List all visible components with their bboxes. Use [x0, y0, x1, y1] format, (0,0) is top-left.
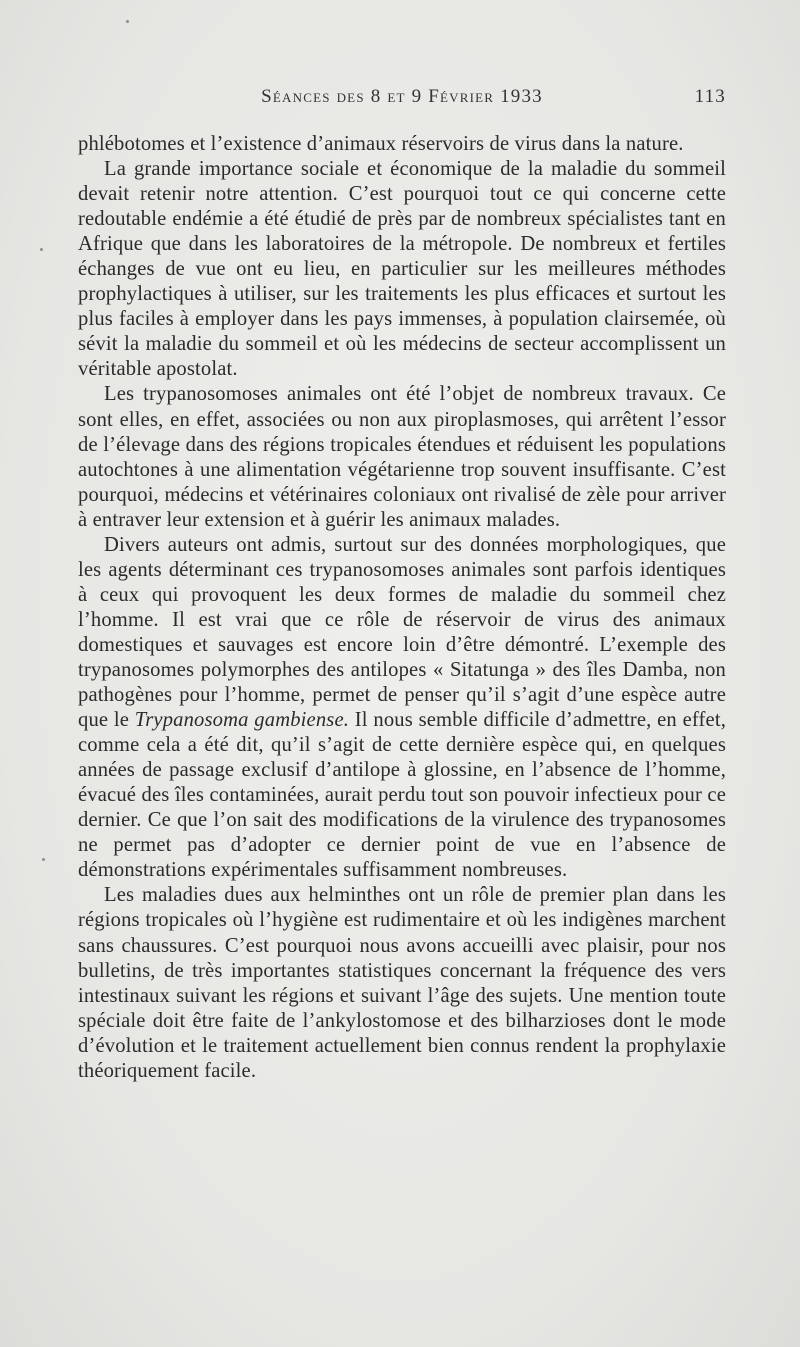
paragraph-text: Les maladies dues aux helminthes ont un rôle de premier plan dans les régions tropicales où l’hygiène est rudimentaire et où les indigènes marchent sans chaussures. C’est pourquoi nous avons accueilli avec plaisir, pour nos bulletins, de très importantes statistiques concernant la fréquence des vers intestinaux suivant les régions et suivant l’âge des sujets. Une mention toute spéciale doit être faite de l’ankylostomose et des bilharzioses dont le mode d’évolution et le traitement actuellement bien connus rendent la prophylaxie théoriquement facile.: [78, 884, 726, 1082]
paragraph-text: La grande importance sociale et économique de la maladie du sommeil devait retenir notre attention. C’est pourquoi tout ce qui concerne cette redoutable endémie a été étudié de près par de nombreux spécialistes tant en Afrique que dans les laboratoires de la métropole. De nombreux et fertiles échanges de vue ont eu lieu, en particulier sur les meilleures méthodes prophylactiques à utiliser, sur les traitements les plus efficaces et surtout les plus faciles à employer dans les pays immenses, à population clairsemée, où sévit la maladie du sommeil et où les médecins de secteur accomplissent un véritable apostolat.: [78, 158, 726, 381]
paragraph-text: phlébotomes et l’existence d’animaux réservoirs de virus dans la nature.: [78, 133, 684, 155]
print-speck: [40, 248, 43, 251]
paragraph: [78, 533, 726, 884]
paragraph: [78, 883, 726, 1083]
species-name: Trypanosoma gambiense.: [134, 709, 350, 732]
paragraph-text: Divers auteurs ont admis, surtout sur des données morphologiques, que les agents déterminant ces trypanosomoses animales sont parfois identiques à ceux qui provoquent les deux formes de maladie du sommeil chez l’homme. Il est vrai que ce rôle de réservoir de virus des animaux domestiques et sauvages est encore loin d’être démontré. L’exemple des trypanosomes polymorphes des antilopes « Sitatunga » des îles Damba, non pathogènes pour l’homme, permet de penser qu’il s’agit d’une espèce autre que le: [78, 533, 726, 732]
page-number: 113: [694, 86, 726, 107]
body-text: [78, 132, 726, 1084]
running-head: [78, 86, 726, 114]
print-speck: [42, 858, 45, 861]
paragraph: [78, 132, 726, 157]
paragraph: [78, 157, 726, 382]
paragraph-text: Les trypanosomoses animales ont été l’objet de nombreux travaux. Ce sont elles, en effet, associées ou non aux piroplasmoses, qui arrêtent l’essor de l’élevage dans des régions tropicales étendues et réduisent les populations autochtones à une alimentation végétarienne trop souvent insuffisante. C’est pourquoi, médecins et vétérinaires coloniaux ont rivalisé de zèle pour arriver à entraver leur extension et à guérir les animaux malades.: [78, 383, 726, 531]
running-title: Séances des 8 et 9 Février 1933: [261, 86, 543, 107]
paragraph-text: Il nous semble difficile d’admettre, en effet, comme cela a été dit, qu’il s’agit de cette dernière espèce qui, en quelques années de passage exclusif d’antilope à glossine, en l’absence de l’homme, évacué des îles contaminées, aurait perdu tout son pouvoir infectieux pour ce dernier. Ce que l’on sait des modifications de la virulence des trypanosomes ne permet pas d’adopter ce dernier point de vue en l’absence de démonstrations expérimentales suffisamment nombreuses.: [78, 709, 726, 882]
paragraph: [78, 382, 726, 532]
print-speck: [126, 20, 129, 23]
